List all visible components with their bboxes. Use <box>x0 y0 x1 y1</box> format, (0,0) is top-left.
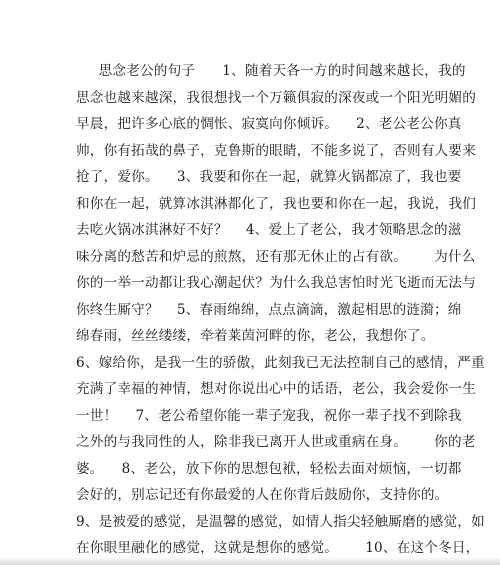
text-line-2: 思念也越来越深，我很想找一个万籁俱寂的深夜或一个阳光明媚的 <box>76 89 477 106</box>
text-line-19: 在你眼里融化的感觉，这就是想你的感觉。 10、在这个冬日， <box>76 540 480 556</box>
text-line-9: 你的一举一动都让我心潮起伏？为什么我总害怕时光飞逝而无法与 <box>76 275 477 291</box>
page-bottom-edge <box>0 557 500 565</box>
text-line-10: 你终生厮守？ 5、春雨绵绵，点点滴滴，激起相思的涟漪；绵 <box>76 301 462 318</box>
text-line-16: 婆。 8、老公，放下你的思想包袱，轻松去面对烦恼，一切都 <box>76 460 462 477</box>
text-line-3: 早晨，把许多心底的惆怅、寂寞向你倾诉。 2、老公老公你真 <box>76 116 462 132</box>
text-line-18: 9、是被爱的感觉，是温馨的感觉，如情人指尖轻触厮磨的感觉，如 <box>76 513 485 530</box>
text-line-14: 一世！ 7、老公希望你能一辈子宠我，祝你一辈子找不到除我 <box>76 407 462 424</box>
text-line-15: 之外的与我同性的人，除非我已离开人世或重病在身。 你的老 <box>76 434 476 450</box>
text-line-4: 帅，你有拓哉的鼻子，克鲁斯的眼睛，不能多说了，否则有人要来 <box>76 142 477 159</box>
text-line-8: 味分离的愁苦和炉忌的煎熬，还有那无休止的占有欲。 为什么 <box>76 248 476 265</box>
text-line-17: 会好的，别忘记还有你最爱的人在你背后鼓励你，支持你的。 <box>76 487 449 503</box>
text-line-5: 抢了，爱你。 3、我要和你在一起，就算火锅都凉了，我也要 <box>76 169 462 185</box>
document-body <box>76 58 485 562</box>
text-line-7: 去吃火锅冰淇淋好不好？ 4、爱上了老公，我才领略思念的滋 <box>76 222 462 238</box>
text-line-6: 和你在一起，就算冰淇淋都化了，我也要和你在一起，我说，我们 <box>76 195 477 212</box>
text-line-11: 绵春雨，丝丝缕缕，牵着莱茵河畔的你，老公，我想你了。 <box>76 328 435 344</box>
text-line-12: 6、嫁给你，是我一生的骄傲，此刻我已无法控制自己的感情，严重 <box>76 354 485 371</box>
text-line-1: 思念老公的句子 1、随着天各一方的时间越来越长，我的 <box>76 63 466 79</box>
text-line-13: 充满了幸福的神情，想对你说出心中的话语，老公，我会爱你一生 <box>76 381 477 397</box>
